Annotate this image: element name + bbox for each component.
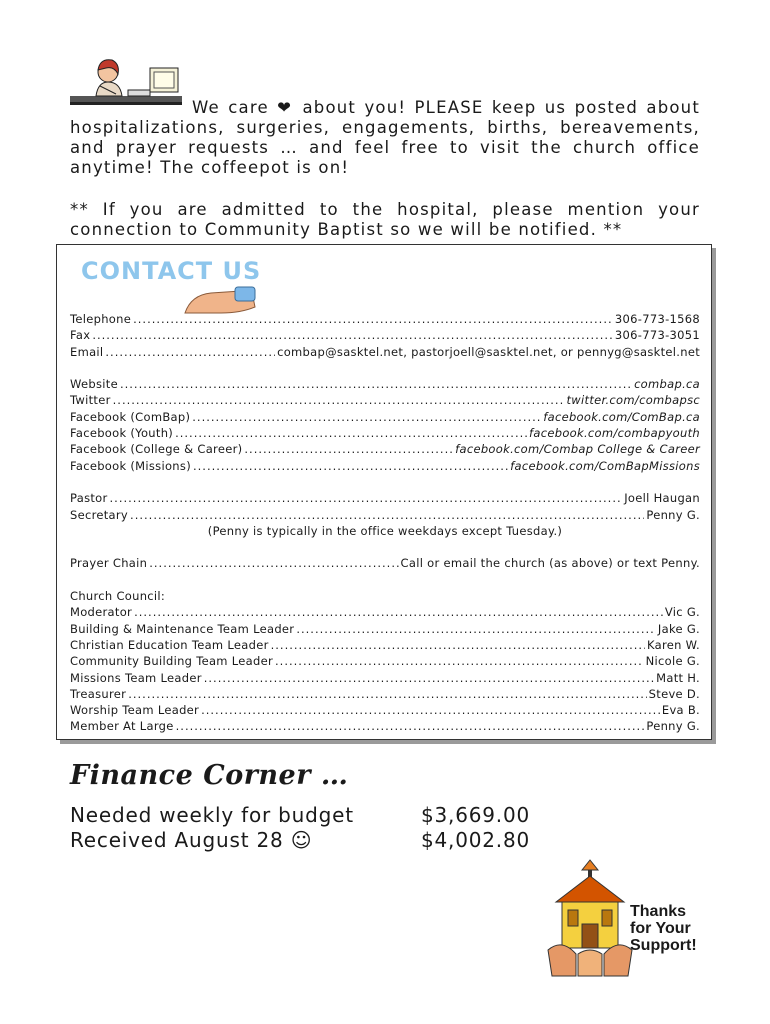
email-links[interactable]: combap@sasktel.net, pastorjoell@sasktel.net, or pennyg@sasktel.net [277, 344, 700, 359]
phone-value: 306-773-1568 [614, 312, 700, 326]
pastor-value: Joell Haugan [624, 491, 700, 506]
secretary-value: Penny G. [646, 507, 700, 522]
website-link[interactable]: combap.ca [634, 377, 700, 392]
council-member: Matt H. [656, 670, 700, 685]
council-role: Treasurer [70, 686, 127, 701]
hospital-note: ** If you are admitted to the hospital, please mention your connection to Community Baptist so we will be notified. ** [70, 200, 700, 239]
council-role: Community Building Team Leader [70, 654, 274, 669]
council-role: Missions Team Leader [70, 670, 202, 685]
contact-row-twitter [70, 392, 700, 408]
contact-row-fax [70, 327, 700, 343]
svg-text:for Your: for Your [630, 920, 691, 937]
facebook-youth-link[interactable]: facebook.com/combapyouth [529, 426, 700, 441]
council-role: Worship Team Leader [70, 703, 200, 718]
received-amount: $4,002.80 [421, 828, 530, 852]
received-label: Received August 28 ☺ [70, 828, 313, 852]
contact-us-title: CONTACT US [81, 257, 262, 285]
council-role: Christian Education Team Leader [70, 637, 269, 652]
twitter-label: Twitter [70, 393, 111, 408]
needed-weekly-amount: $3,669.00 [421, 803, 530, 827]
pastor-label: Pastor [70, 491, 108, 506]
contact-row-facebook-combap [70, 409, 700, 425]
contact-row-secretary [70, 507, 700, 523]
phone-label: Telephone [70, 312, 132, 326]
finance-corner-title: Finance Corner … [70, 760, 349, 791]
fax-value: 306-773-3051 [614, 328, 700, 343]
prayer-chain-label: Prayer Chain [70, 556, 148, 571]
facebook-missions-link[interactable]: facebook.com/ComBapMissions [510, 458, 700, 473]
council-row [70, 670, 700, 686]
contact-us-logo [81, 255, 281, 313]
council-row [70, 621, 700, 637]
contact-row-phone [70, 311, 700, 327]
prayer-chain-value: Call or email the church (as above) or text Penny. [400, 556, 700, 571]
thanks-church-illustration [542, 858, 712, 978]
twitter-link[interactable]: twitter.com/combapsc [566, 393, 700, 408]
contact-row-website [70, 376, 700, 392]
contact-row-email [70, 344, 700, 360]
council-row [70, 686, 700, 702]
council-row [70, 653, 700, 669]
council-heading: Church Council: [70, 589, 166, 604]
council-row [70, 637, 700, 653]
facebook-combap-link[interactable]: facebook.com/ComBap.ca [543, 409, 700, 424]
email-label: Email [70, 344, 104, 359]
facebook-youth-label: Facebook (Youth) [70, 426, 174, 441]
facebook-missions-label: Facebook (Missions) [70, 458, 191, 473]
contact-list [70, 311, 700, 735]
contact-row-prayer-chain [70, 555, 700, 571]
council-member: Jake G. [657, 621, 700, 636]
council-member: Steve D. [648, 686, 700, 701]
intro-paragraph: We care ❤ about you! PLEASE keep us posted about hospitalizations, surgeries, engagements, births, bereavements, and prayer requests … and feel free to visit the church office anytime! The coffeepot is on! [70, 98, 700, 177]
council-role: Building & Maintenance Team Leader [70, 621, 295, 636]
svg-text:Support!: Support! [630, 937, 697, 954]
website-label: Website [70, 377, 118, 392]
contact-box [56, 244, 712, 740]
council-row [70, 702, 700, 718]
council-member: Karen W. [647, 637, 700, 652]
office-hours-note: (Penny is typically in the office weekdays except Tuesday.) [207, 523, 563, 538]
facebook-college-label: Facebook (College & Career) [70, 442, 243, 457]
council-member: Nicole G. [645, 654, 700, 669]
council-row [70, 604, 700, 620]
council-role: Member At Large [70, 719, 174, 734]
council-member: Vic G. [664, 605, 700, 620]
contact-row-facebook-college [70, 441, 700, 457]
secretary-label: Secretary [70, 507, 129, 522]
council-role: Moderator [70, 605, 133, 620]
contact-row-facebook-youth [70, 425, 700, 441]
council-member: Penny G. [646, 719, 700, 734]
contact-row-pastor [70, 490, 700, 506]
facebook-combap-label: Facebook (ComBap) [70, 409, 191, 424]
fax-label: Fax [70, 328, 91, 343]
intro-section [70, 98, 700, 240]
facebook-college-link[interactable]: facebook.com/Combap College & Career [455, 442, 700, 457]
council-row [70, 718, 700, 734]
contact-row-facebook-missions [70, 458, 700, 474]
needed-weekly-label: Needed weekly for budget [70, 803, 354, 827]
council-member: Eva B. [661, 703, 700, 718]
svg-text:Thanks: Thanks [630, 903, 687, 920]
